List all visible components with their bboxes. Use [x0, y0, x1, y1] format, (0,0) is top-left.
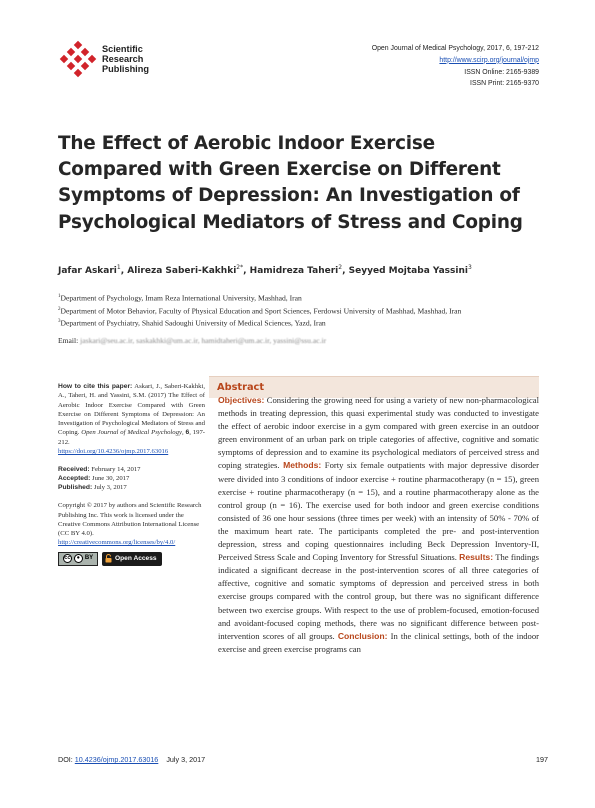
author-affil-marker: 3: [467, 264, 472, 271]
page-footer: [58, 755, 548, 764]
person-icon: ●: [74, 554, 83, 563]
journal-url-link[interactable]: http://www.scirp.org/journal/ojmp: [439, 56, 539, 64]
author-affil-marker: 2: [338, 264, 343, 271]
affiliation-marker: 3: [58, 319, 61, 325]
publisher-line: Scientific: [102, 44, 143, 54]
author-name: Hamidreza Taheri: [249, 266, 339, 276]
affiliation-marker: 2: [58, 306, 61, 312]
conclusion-text: In the clinical settings, both of the indoor exercise and green exercise programs can: [218, 630, 540, 654]
copyright-block: [58, 501, 205, 565]
publisher-name: [102, 44, 149, 74]
cc-by-label: BY: [84, 555, 94, 562]
cc-icon: cc: [64, 555, 71, 562]
abstract-heading: Abstract: [217, 382, 265, 393]
accepted-date: June 30, 2017: [92, 475, 130, 483]
cite-volume: 6: [185, 429, 190, 437]
affiliation-text: Department of Psychiatry, Shahid Sadoughi University of Medical Sciences, Yazd, Iran: [60, 319, 326, 328]
open-access-badge[interactable]: [102, 552, 162, 566]
license-badges: [58, 552, 205, 566]
publisher-line: Research: [102, 54, 144, 64]
published-date: July 3, 2017: [93, 484, 127, 492]
published-label: Published:: [58, 484, 93, 492]
accepted-label: Accepted:: [58, 475, 91, 483]
open-lock-icon: [105, 554, 112, 563]
journal-citation: Open Journal of Medical Psychology, 2017, 6, 197-212: [371, 45, 539, 52]
affiliation-text: Department of Psychology, Imam Reza International University, Mashhad, Iran: [60, 293, 302, 303]
results-text: The findings indicated a significant decrease in the post-intervention scores of all three categories of affective, cognitive and somatic symptoms of depression and perceived stress in both exercise groups compared with the control group, but there was no significant difference between two exercise groups. With respect to the use of problem-focused, emotion-focused and avoidant-focused coping methods, there was no significant difference between post-intervention scores of all groups.: [218, 552, 539, 641]
author-separator: ,: [243, 266, 250, 276]
cc-by-badge[interactable]: [58, 552, 98, 566]
copyright-text: Copyright © 2017 by authors and Scientific Research Publishing Inc. This work is licensed under the Creative Commons Attribution International License (CC BY 4.0).: [58, 502, 202, 538]
issn-online: ISSN Online: 2165-9389: [464, 68, 539, 76]
author-affil-marker: 2*: [236, 264, 244, 271]
affiliation-text: Department of Motor Behavior, Faculty of Physical Education and Sport Sciences, Ferdowsi University of Mashhad, Mashhad, Iran: [60, 306, 462, 316]
footer-doi-link[interactable]: 10.4236/ojmp.2017.63016: [74, 755, 159, 764]
abstract-body: [209, 394, 539, 656]
affiliation-item: [58, 304, 488, 317]
publisher-line: Publishing: [102, 64, 149, 74]
paper-title: The Effect of Aerobic Indoor Exercise Compared with Green Exercise on Different Symptoms of Depression: An Investigation of Psychological Mediators of Stress and Coping: [58, 133, 523, 233]
affiliations: [58, 291, 488, 329]
footer-date: July 3, 2017: [166, 755, 206, 764]
author-name: Alireza Saberi-Kakhki: [127, 266, 237, 276]
abstract-section: [209, 376, 539, 718]
journal-info: [372, 43, 539, 90]
author-separator: ,: [342, 266, 349, 276]
cite-label: How to cite this paper:: [58, 383, 133, 390]
article-sidebar: [58, 382, 205, 566]
objectives-label: Objectives:: [218, 395, 265, 405]
author-name: Seyyed Mojtaba Yassini: [348, 266, 468, 276]
affiliation-marker: 1: [58, 294, 61, 299]
cite-journal: Open Journal of Medical Psychology: [81, 429, 182, 437]
dates-block: [58, 465, 205, 493]
open-access-label: Open Access: [115, 555, 157, 563]
received-label: Received:: [58, 465, 90, 473]
affiliation-item: [58, 291, 488, 304]
publisher-logo-icon: [58, 40, 98, 80]
issn-print: ISSN Print: 2165-9370: [470, 80, 539, 88]
cite-doi-link[interactable]: https://doi.org/10.4236/ojmp.2017.63016: [58, 448, 169, 456]
cite-text: Askari, J., Saberi-Kakhki, A., Taheri, H. and Yassini, S.M. (2017) The Effect of Aerobic Indoor Exercise Compared with Green Exercise on Different Symptoms of Depression: An Investigation of Psychological Mediators of Stress and Coping.: [58, 383, 205, 437]
conclusion-label: Conclusion:: [337, 630, 388, 641]
affiliation-item: [58, 316, 488, 329]
citation-block: How to cite this paper: Askari, J., Saberi-Kakhki, A., Taheri, H. and Yassini, S.M. (2017) The Effect of Aerobic Indoor Exercise Compared with Green Exercise on Different Symptoms of Depression: An Investigation of Psychological Mediators of Stress and Coping. Open Journal of Medical Psychology, 6, 197-212. https://doi.org/10.4236/ojmp.2017.63016: [58, 383, 206, 456]
author-list: [58, 264, 472, 276]
email-label: Email:: [58, 336, 79, 345]
doi-label: DOI:: [58, 755, 73, 764]
methods-label: Methods:: [283, 460, 322, 471]
page-number: 197: [536, 755, 548, 764]
author-separator: ,: [120, 266, 128, 276]
objectives-text: Considering the growing need for using a variety of new non-pharmacological methods in treating depression, this quasi experimental study was conducted to investigate the effect of aerobic indoor exercise in a gym compared with green exercise in an outdoor green environment of an urban park on triple categories of affective, cognitive and somatic symptoms of depression and to examine its psychological mediators of perceived stress and coping strategies.: [218, 395, 539, 471]
author-affil-marker: 1: [116, 264, 121, 271]
received-date: February 14, 2017: [91, 465, 141, 473]
author-name: Jafar Askari: [58, 266, 117, 276]
methods-text: Forty six female outpatients with major depressive disorder were divided into 3 conditions of indoor exercise + routine pharmacotherapy (n = 15), green exercise + routine pharmacotherapy (n = 15), and a routine pharmacotherapy alone as the control group (n = 16). The exercise used for both indoor and green exercise conditions consisted of 36 one hour sessions (three times per week) with an intensity of 50% - 70% of the maximum heart rate. The participants completed the pre- and post-intervention depression, stress and coping questionnaires including Beck Depression Inventory-II, Perceived Stress Scale and Coping Inventory for Stressful Situations.: [218, 460, 539, 563]
email-addresses[interactable]: jaskari@seu.ac.ir, saskakhki@um.ac.ir, hamidtaheri@um.ac.ir, yassini@ssu.ac.ir: [80, 336, 327, 345]
license-link[interactable]: http://creativecommons.org/licenses/by/4.0/: [58, 539, 176, 547]
email-line: [58, 336, 326, 345]
cite-pages: , 197-212.: [58, 429, 206, 446]
results-label: Results:: [459, 552, 494, 563]
